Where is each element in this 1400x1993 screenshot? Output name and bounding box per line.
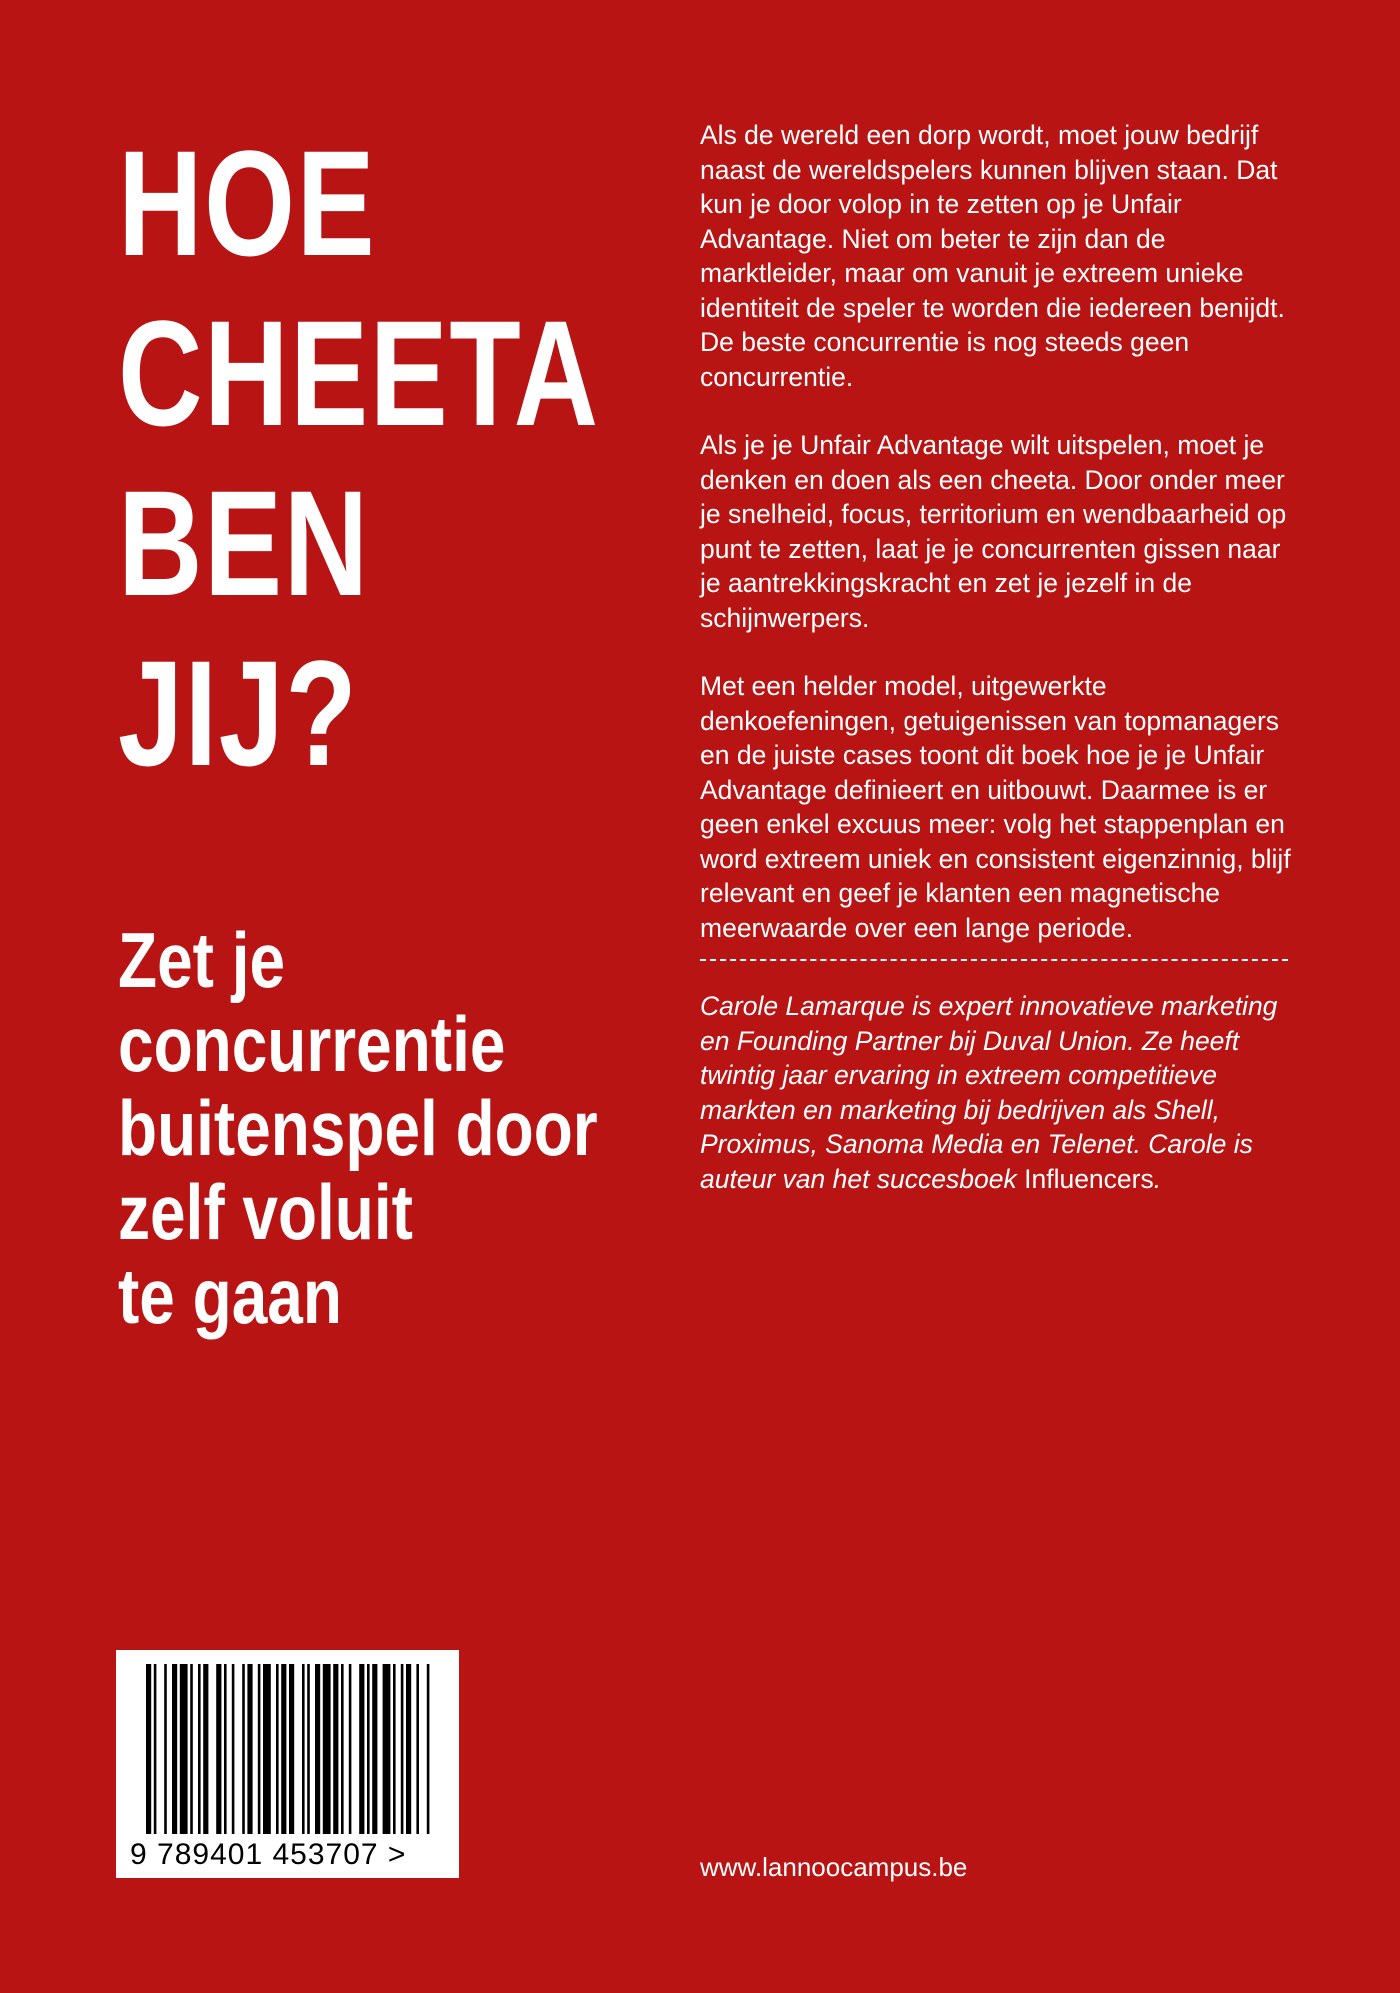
subtitle-line: te gaan bbox=[118, 1252, 342, 1340]
subtitle-line: zelf voluit bbox=[118, 1168, 413, 1256]
barcode-bar bbox=[258, 1664, 261, 1834]
barcode-bar bbox=[281, 1664, 286, 1834]
title-line: CHEETA bbox=[118, 289, 600, 457]
barcode-bar bbox=[393, 1664, 396, 1834]
title-line: BEN bbox=[118, 459, 370, 627]
barcode-bar bbox=[276, 1664, 279, 1834]
barcode-bar bbox=[307, 1664, 310, 1834]
barcode-bar bbox=[216, 1664, 221, 1834]
subtitle-line: concurrentie bbox=[118, 1000, 506, 1088]
barcode-bar bbox=[416, 1664, 419, 1834]
barcode-bar bbox=[349, 1664, 352, 1834]
barcode-bar bbox=[198, 1664, 201, 1834]
author-bio bbox=[700, 989, 1300, 1196]
subtitle-line: buitenspel door bbox=[118, 1084, 598, 1172]
barcode-bar bbox=[367, 1664, 370, 1834]
barcode-bar bbox=[154, 1664, 157, 1834]
dashed-divider bbox=[700, 959, 1288, 961]
barcode-bar bbox=[180, 1664, 188, 1834]
author-name: Carole Lamarque bbox=[700, 991, 905, 1021]
blurb-column bbox=[700, 118, 1300, 1230]
barcode-bar bbox=[247, 1664, 252, 1834]
subtitle-line: Zet je bbox=[118, 916, 286, 1004]
barcode-digits: 9 789401 453707 > bbox=[130, 1838, 407, 1871]
blurb-paragraph: Als de wereld een dorp wordt, moet jouw bedrijf naast de wereldspelers kunnen blijven staan. Dat kun je door volop in te zetten op je Unfair Advantage. Niet om beter te zijn dan de marktleider, maar om vanuit je extreem unieke identiteit de speler te worden die iedereen benijdt. De beste concurrentie is nog steeds geen concurrentie. bbox=[700, 120, 1285, 392]
barcode-bar bbox=[289, 1664, 294, 1834]
book-subtitle bbox=[118, 918, 678, 1338]
barcode-bar bbox=[401, 1664, 404, 1834]
barcode-bar bbox=[263, 1664, 271, 1834]
barcode-bar bbox=[232, 1664, 235, 1834]
publisher-website[interactable]: www.lannoocampus.be bbox=[700, 1852, 968, 1882]
author-bio-text: is expert innovatieve marketing en Founding Partner bij Duval Union. Ze heeft twintig jaar ervaring in extreem competitieve markten en marketing bij bedrijven als Shell, Proximus, Sanoma Media en Telenet. Carole is auteur van het succesboek bbox=[700, 991, 1278, 1194]
book-title bbox=[118, 118, 678, 798]
barcode-bar bbox=[164, 1664, 167, 1834]
barcode-bar bbox=[224, 1664, 227, 1834]
title-line: JIJ? bbox=[118, 629, 359, 797]
barcode-bar bbox=[203, 1664, 208, 1834]
barcode-bar bbox=[302, 1664, 305, 1834]
barcode-bar bbox=[146, 1664, 151, 1834]
barcode-bar bbox=[341, 1664, 344, 1834]
barcode-bar bbox=[333, 1664, 338, 1834]
barcode-bar bbox=[323, 1664, 331, 1834]
barcode-bar bbox=[383, 1664, 391, 1834]
isbn-barcode bbox=[116, 1650, 459, 1878]
barcode-bar bbox=[190, 1664, 193, 1834]
barcode-bar bbox=[172, 1664, 177, 1834]
barcode-bar bbox=[315, 1664, 320, 1834]
barcode-bar bbox=[359, 1664, 364, 1834]
author-bio-end: . bbox=[1153, 1163, 1162, 1194]
barcode-bar bbox=[242, 1664, 245, 1834]
barcode-bar bbox=[427, 1664, 430, 1834]
blurb-paragraph: Met een helder model, uitgewerkte denkoefeningen, getuigenissen van topmanagers en de juiste cases toont dit boek hoe je je Unfair Advantage definieert en uitbouwt. Daarmee is er geen enkel excuus meer: volg het stappenplan en word extreem uniek en consistent eigenzinnig, blijf relevant en geef je klanten een magnetische meerwaarde over een lange periode. bbox=[700, 671, 1291, 943]
blurb-paragraph: Als je je Unfair Advantage wilt uitspelen, moet je denken en doen als een cheeta. Door onder meer je snelheid, focus, territorium en wendbaarheid op punt te zetten, laat je je concurrenten gissen naar je aantrekkingskracht en zet je jezelf in de schijnwerpers. bbox=[700, 430, 1287, 633]
book-reference: Influencers bbox=[1024, 1163, 1154, 1194]
title-line: HOE bbox=[118, 119, 377, 287]
barcode-bar bbox=[406, 1664, 411, 1834]
barcode-bar bbox=[372, 1664, 377, 1834]
